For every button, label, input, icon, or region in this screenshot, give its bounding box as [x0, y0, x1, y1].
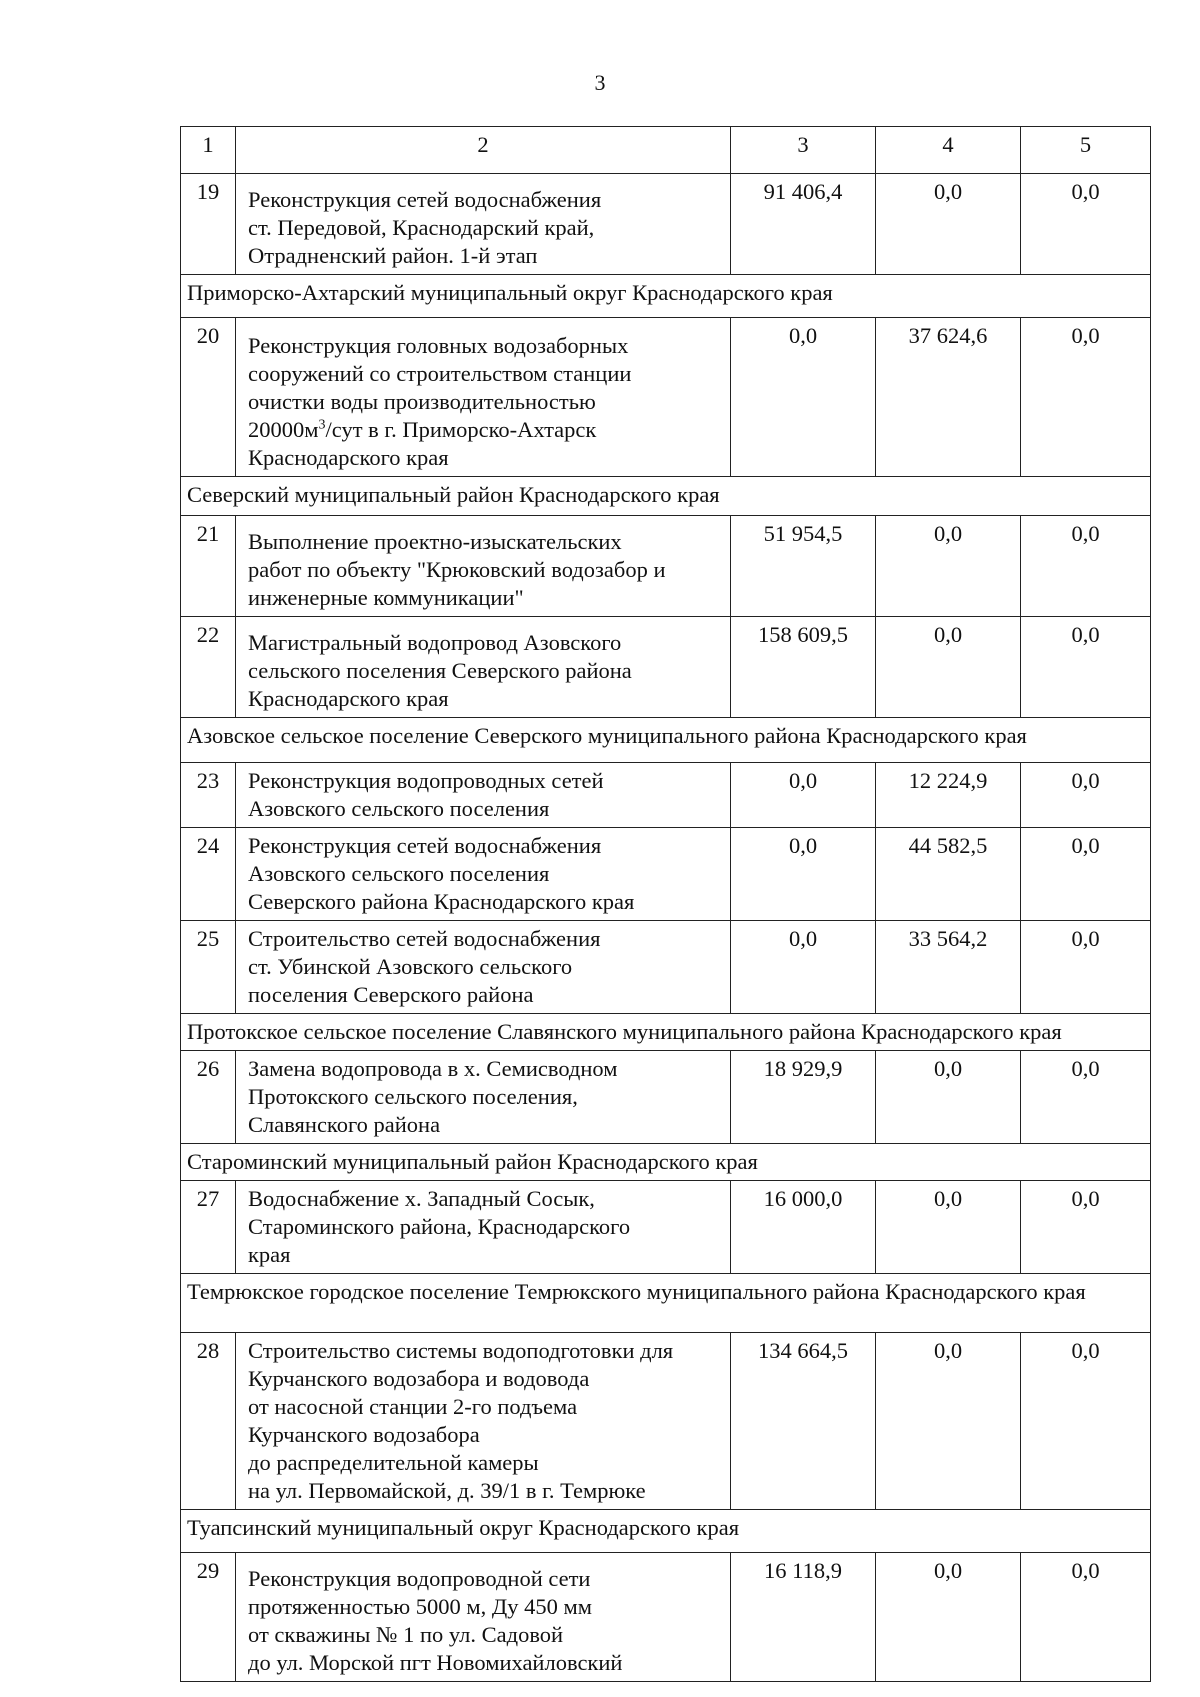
row-description [236, 318, 731, 477]
value-cell: 0,0 [731, 828, 876, 921]
value-cell: 0,0 [1021, 617, 1151, 718]
table-row [181, 763, 1151, 828]
value-cell: 0,0 [731, 763, 876, 828]
group-row [181, 1144, 1151, 1181]
row-description: Выполнение проектно-изыскательских работ по объекту "Крюковский водозабор и инженерные коммуникации" [236, 516, 731, 617]
group-title: Темрюкское городское поселение Темрюкского муниципального района Краснодарского края [181, 1274, 1151, 1333]
value-cell: 0,0 [731, 318, 876, 477]
row-number: 28 [181, 1333, 236, 1510]
table-row [181, 617, 1151, 718]
row-description: Строительство сетей водоснабжения ст. Убинской Азовского сельского поселения Северского района [236, 921, 731, 1014]
value-cell: 0,0 [876, 1333, 1021, 1510]
value-cell: 0,0 [876, 174, 1021, 275]
header-cell: 1 [181, 127, 236, 174]
value-cell: 0,0 [1021, 1333, 1151, 1510]
group-row [181, 275, 1151, 318]
value-cell: 158 609,5 [731, 617, 876, 718]
table-row [181, 1181, 1151, 1274]
value-cell: 0,0 [1021, 318, 1151, 477]
value-cell: 0,0 [1021, 828, 1151, 921]
description-part: Реконструкция головных водозаборных сооружений со строительством станции очистки воды производительностью 20000м [248, 333, 632, 442]
header-row [181, 127, 1151, 174]
group-title: Азовское сельское поселение Северского муниципального района Краснодарского края [181, 718, 1151, 763]
row-number: 27 [181, 1181, 236, 1274]
table-row [181, 921, 1151, 1014]
row-description: Замена водопровода в х. Семисводном Протокского сельского поселения, Славянского района [236, 1051, 731, 1144]
group-title: Туапсинский муниципальный округ Краснодарского края [181, 1510, 1151, 1553]
table-row [181, 1553, 1151, 1682]
value-cell: 0,0 [1021, 1051, 1151, 1144]
row-description: Реконструкция водопроводных сетей Азовского сельского поселения [236, 763, 731, 828]
header-cell: 4 [876, 127, 1021, 174]
program-table [180, 126, 1151, 1682]
group-row [181, 1510, 1151, 1553]
row-description: Реконструкция сетей водоснабжения Азовского сельского поселения Северского района Краснодарского края [236, 828, 731, 921]
row-description: Водоснабжение х. Западный Сосык, Староминского района, Краснодарского края [236, 1181, 731, 1274]
value-cell: 0,0 [876, 516, 1021, 617]
table-row [181, 318, 1151, 477]
row-number: 21 [181, 516, 236, 617]
group-row [181, 1014, 1151, 1051]
group-title: Приморско-Ахтарский муниципальный округ Краснодарского края [181, 275, 1151, 318]
value-cell: 134 664,5 [731, 1333, 876, 1510]
group-row [181, 1274, 1151, 1333]
value-cell: 0,0 [1021, 1553, 1151, 1682]
row-number: 22 [181, 617, 236, 718]
value-cell: 0,0 [876, 617, 1021, 718]
value-cell: 0,0 [1021, 174, 1151, 275]
value-cell: 51 954,5 [731, 516, 876, 617]
value-cell: 0,0 [876, 1181, 1021, 1274]
row-number: 19 [181, 174, 236, 275]
group-title: Староминский муниципальный район Краснодарского края [181, 1144, 1151, 1181]
row-number: 25 [181, 921, 236, 1014]
page-number: 3 [594, 70, 606, 95]
row-description: Реконструкция водопроводной сети протяженностью 5000 м, Ду 450 мм от скважины № 1 по ул. Садовой до ул. Морской пгт Новомихайловский [236, 1553, 731, 1682]
value-cell: 37 624,6 [876, 318, 1021, 477]
value-cell: 33 564,2 [876, 921, 1021, 1014]
value-cell: 91 406,4 [731, 174, 876, 275]
description-part: /сут в г. Приморско-Ахтарск Краснодарского края [248, 417, 597, 470]
table-row [181, 174, 1151, 275]
group-title: Протокское сельское поселение Славянского муниципального района Краснодарского края [181, 1014, 1151, 1051]
row-description: Строительство системы водоподготовки для Курчанского водозабора и водовода от насосной станции 2-го подъема Курчанского водозабора до распределительной камеры на ул. Первомайской, д. 39/1 в г. Темрюке [236, 1333, 731, 1510]
table-row [181, 1051, 1151, 1144]
value-cell: 0,0 [1021, 1181, 1151, 1274]
header-cell: 5 [1021, 127, 1151, 174]
value-cell: 16 000,0 [731, 1181, 876, 1274]
row-number: 29 [181, 1553, 236, 1682]
table-row [181, 516, 1151, 617]
group-title: Северский муниципальный район Краснодарского края [181, 477, 1151, 516]
row-description: Магистральный водопровод Азовского сельского поселения Северского района Краснодарского края [236, 617, 731, 718]
value-cell: 16 118,9 [731, 1553, 876, 1682]
row-number: 20 [181, 318, 236, 477]
header-cell: 2 [236, 127, 731, 174]
row-description: Реконструкция сетей водоснабжения ст. Передовой, Краснодарский край, Отрадненский район. 1-й этап [236, 174, 731, 275]
value-cell: 0,0 [1021, 921, 1151, 1014]
value-cell: 0,0 [876, 1051, 1021, 1144]
group-row [181, 718, 1151, 763]
row-number: 26 [181, 1051, 236, 1144]
cubic-superscript: 3 [318, 417, 326, 433]
value-cell: 0,0 [731, 921, 876, 1014]
value-cell: 0,0 [1021, 763, 1151, 828]
header-cell: 3 [731, 127, 876, 174]
table-row [181, 828, 1151, 921]
table-row [181, 1333, 1151, 1510]
value-cell: 0,0 [1021, 516, 1151, 617]
group-row [181, 477, 1151, 516]
row-number: 23 [181, 763, 236, 828]
value-cell: 12 224,9 [876, 763, 1021, 828]
value-cell: 44 582,5 [876, 828, 1021, 921]
value-cell: 0,0 [876, 1553, 1021, 1682]
row-number: 24 [181, 828, 236, 921]
value-cell: 18 929,9 [731, 1051, 876, 1144]
